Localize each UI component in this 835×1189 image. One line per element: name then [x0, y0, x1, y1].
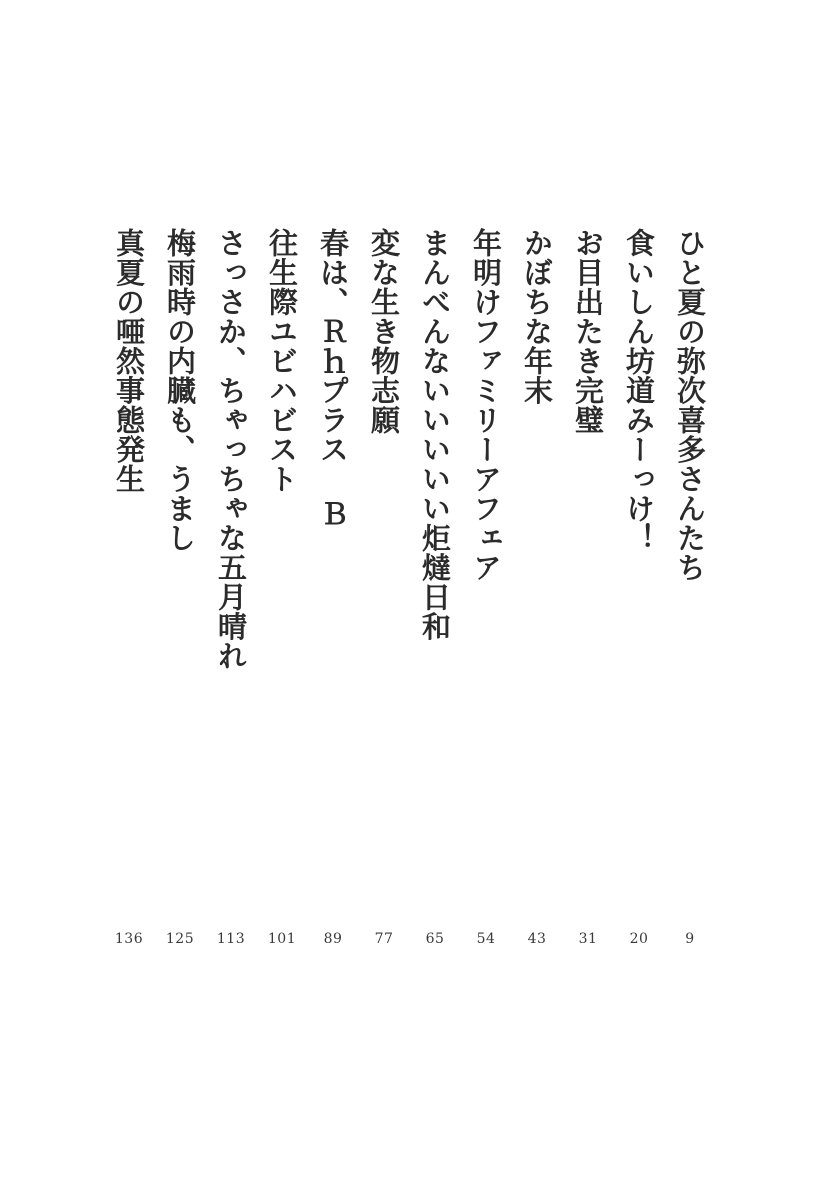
toc-entry-title: 変な生き物志願: [367, 228, 401, 435]
toc-entry-page-number: 125: [165, 931, 195, 947]
toc-entry-page-number: 9: [685, 931, 695, 947]
toc-entry-5[interactable]: [460, 0, 512, 1189]
toc-entry-11[interactable]: [154, 0, 206, 1189]
toc-entry-9[interactable]: [256, 0, 308, 1189]
toc-entry-1[interactable]: [664, 0, 716, 1189]
toc-entry-12[interactable]: [103, 0, 155, 1189]
toc-entry-title: 食いしん坊道みーっけ！: [622, 228, 656, 553]
toc-entry-3[interactable]: [562, 0, 614, 1189]
toc-entry-8[interactable]: [307, 0, 359, 1189]
toc-entry-page-number: 31: [578, 931, 598, 947]
toc-entry-page-number: 101: [267, 931, 297, 947]
toc-entry-page-number: 43: [527, 931, 547, 947]
toc-entry-6[interactable]: [409, 0, 461, 1189]
toc-entry-10[interactable]: [205, 0, 257, 1189]
toc-entry-page-number: 77: [374, 931, 394, 947]
toc-entry-page-number: 113: [216, 931, 246, 947]
toc-entry-title: 梅雨時の内臓も、うまし: [163, 228, 197, 553]
toc-entry-page-number: 54: [476, 931, 496, 947]
toc-entry-title: まんべんないいいいい炬燵日和: [418, 228, 452, 641]
toc-entry-title: 春は、Ｒｈプラス Ｂ: [316, 228, 350, 528]
toc-entry-page-number: 20: [629, 931, 649, 947]
toc-entry-title: 年明けファミリーアフェア: [469, 228, 503, 582]
toc-entry-7[interactable]: [358, 0, 410, 1189]
toc-entry-title: 真夏の唖然事態発生: [112, 228, 146, 494]
toc-entry-page-number: 136: [114, 931, 144, 947]
toc-entry-2[interactable]: [613, 0, 665, 1189]
toc-entry-title: ひと夏の弥次喜多さんたち: [673, 228, 707, 582]
toc-entry-title: 往生際ユビハビスト: [265, 228, 299, 494]
toc-entry-title: かぼちな年末: [520, 228, 554, 405]
toc-entry-title: さっさか、ちゃっちゃな五月晴れ: [214, 228, 248, 671]
toc-entry-page-number: 65: [425, 931, 445, 947]
toc-entry-page-number: 89: [323, 931, 343, 947]
toc-entry-title: お目出たき完璧: [571, 228, 605, 435]
toc-entry-4[interactable]: [511, 0, 563, 1189]
